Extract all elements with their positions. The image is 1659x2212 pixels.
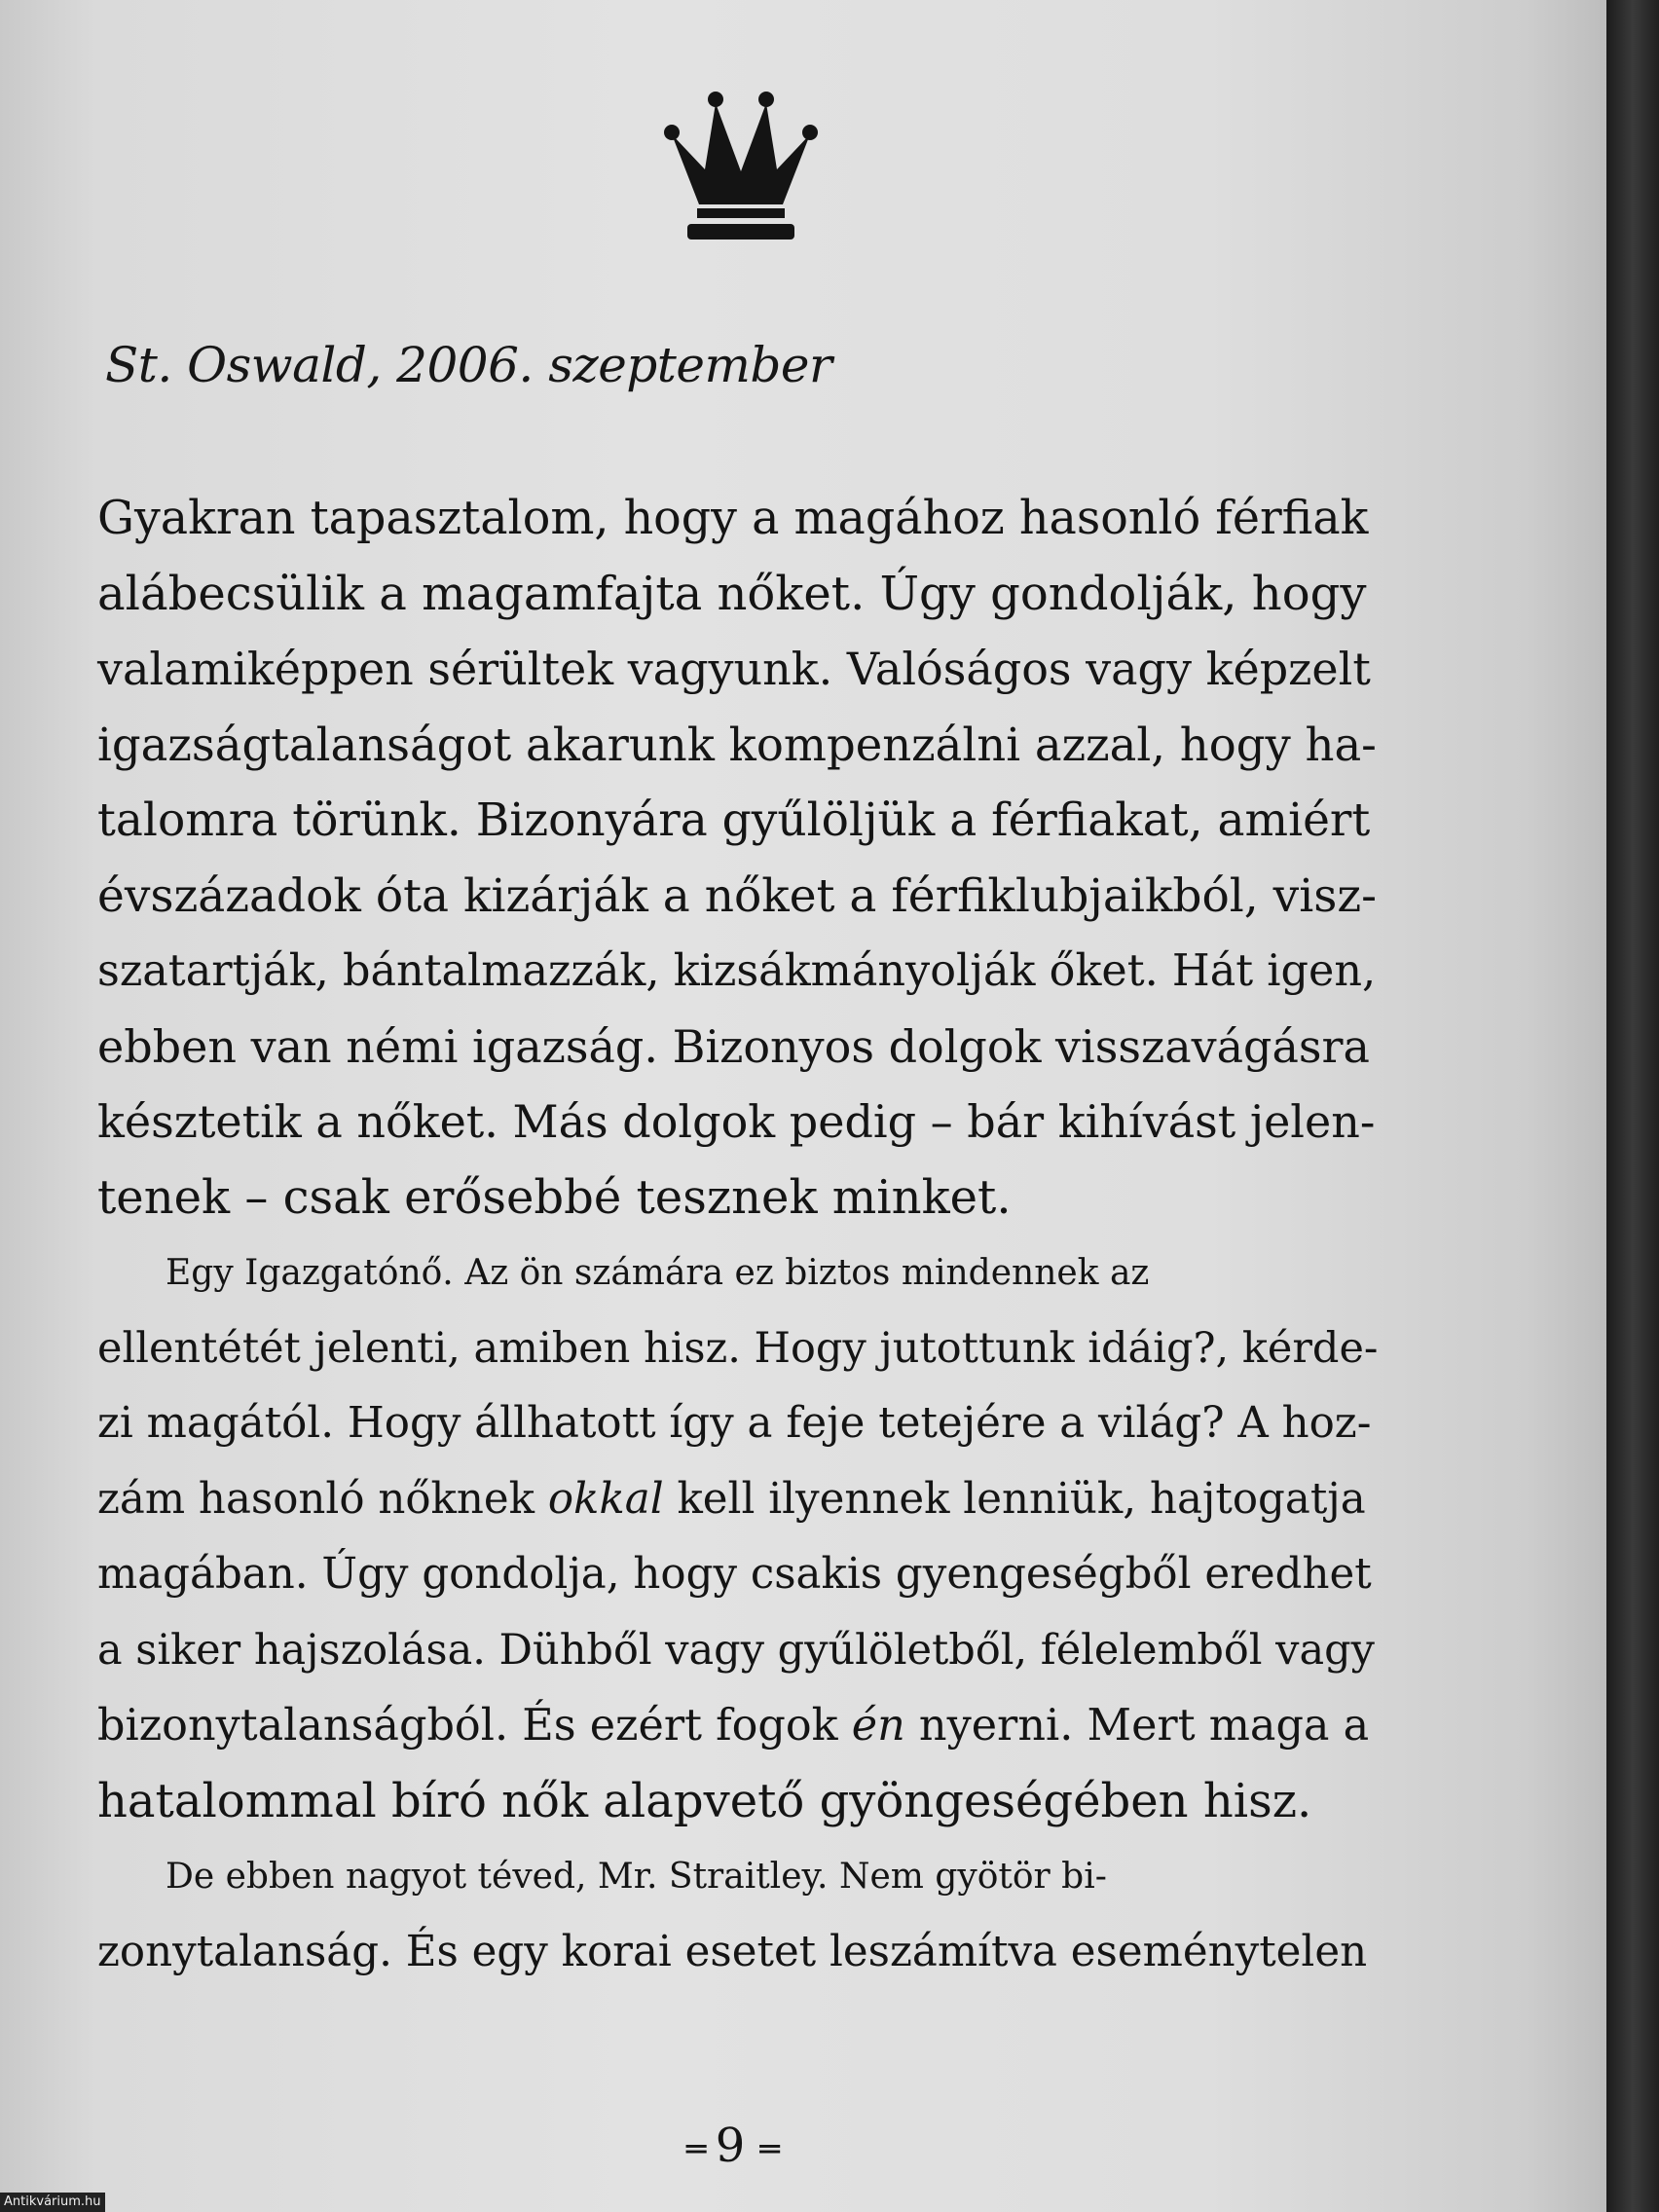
text-line: zi magától. Hogy állhatott így a feje tetejére a világ? A hoz- xyxy=(97,1399,1372,1448)
text-line: De ebben nagyot téved, Mr. Straitley. Nem gyötör bi- xyxy=(166,1857,1107,1897)
text-segment: bizonytalanságból. És ezért fogok xyxy=(97,1701,852,1751)
text-line: a siker hajszolása. Dühből vagy gyűlöletből, félelemből vagy xyxy=(97,1625,1375,1675)
text-line: késztetik a nőket. Más dolgok pedig – bár kihívást jelen- xyxy=(97,1095,1376,1148)
watermark: Antikvárium.hu xyxy=(0,2193,105,2212)
text-line: valamiképpen sérültek vagyunk. Valóságos vagy képzelt xyxy=(97,643,1371,695)
text-line: talomra törünk. Bizonyára gyűlöljük a férfiakat, amiért xyxy=(97,793,1371,847)
text-line: Egy Igazgatónő. Az ön számára ez biztos mindennek az xyxy=(166,1253,1150,1293)
chess-queen-crown-icon xyxy=(662,90,820,245)
text-line: ebben van némi igazság. Bizonyos dolgok visszavágásra xyxy=(97,1019,1370,1073)
text-line: Gyakran tapasztalom, hogy a magához hasonló férfiak xyxy=(97,492,1369,545)
text-line: alábecsülik a magamfajta nőket. Úgy gondolják, hogy xyxy=(97,566,1367,621)
page-number-footer xyxy=(638,2119,823,2173)
paragraph xyxy=(97,1839,1378,1990)
text-line: hatalommal bíró nők alapvető gyöngeségében hisz. xyxy=(97,1773,1312,1828)
text-line: ellentétét jelenti, amiben hisz. Hogy jutottunk idáig?, kérde- xyxy=(97,1323,1379,1373)
folio-ornament-left: ═ xyxy=(685,2129,701,2169)
emphasis: én xyxy=(851,1701,905,1751)
text-line: zonytalanság. És egy korai esetet leszámítva eseménytelen xyxy=(97,1927,1368,1976)
text-line: tenek – csak erősebbé tesznek minket. xyxy=(97,1169,1012,1225)
page-number: 9 xyxy=(715,2119,746,2173)
folio-ornament-right: ═ xyxy=(759,2129,775,2169)
next-page-edge xyxy=(1606,0,1659,2212)
chapter-dateline: St. Oswald, 2006. szeptember xyxy=(105,337,832,393)
text-segment: zám hasonló nőknek xyxy=(97,1474,548,1524)
body-text xyxy=(97,481,1378,1990)
text-line: évszázadok óta kizárják a nőket a férfiklubjaikból, visz- xyxy=(97,868,1378,923)
paragraph xyxy=(97,481,1378,1235)
text-line: igazságtalanságot akarunk kompenzálni azzal, hogy ha- xyxy=(97,718,1377,771)
text-line: magában. Úgy gondolja, hogy csakis gyengeségből eredhet xyxy=(97,1550,1372,1599)
text-segment: kell ilyennek lenniük, hajtogatja xyxy=(663,1474,1366,1524)
text-line xyxy=(97,1688,1378,1764)
text-line xyxy=(97,1462,1378,1538)
paragraph xyxy=(97,1235,1378,1839)
text-segment: nyerni. Mert maga a xyxy=(904,1701,1370,1751)
text-line: szatartják, bántalmazzák, kizsákmányolják őket. Hát igen, xyxy=(97,946,1377,996)
emphasis: okkal xyxy=(547,1474,664,1524)
